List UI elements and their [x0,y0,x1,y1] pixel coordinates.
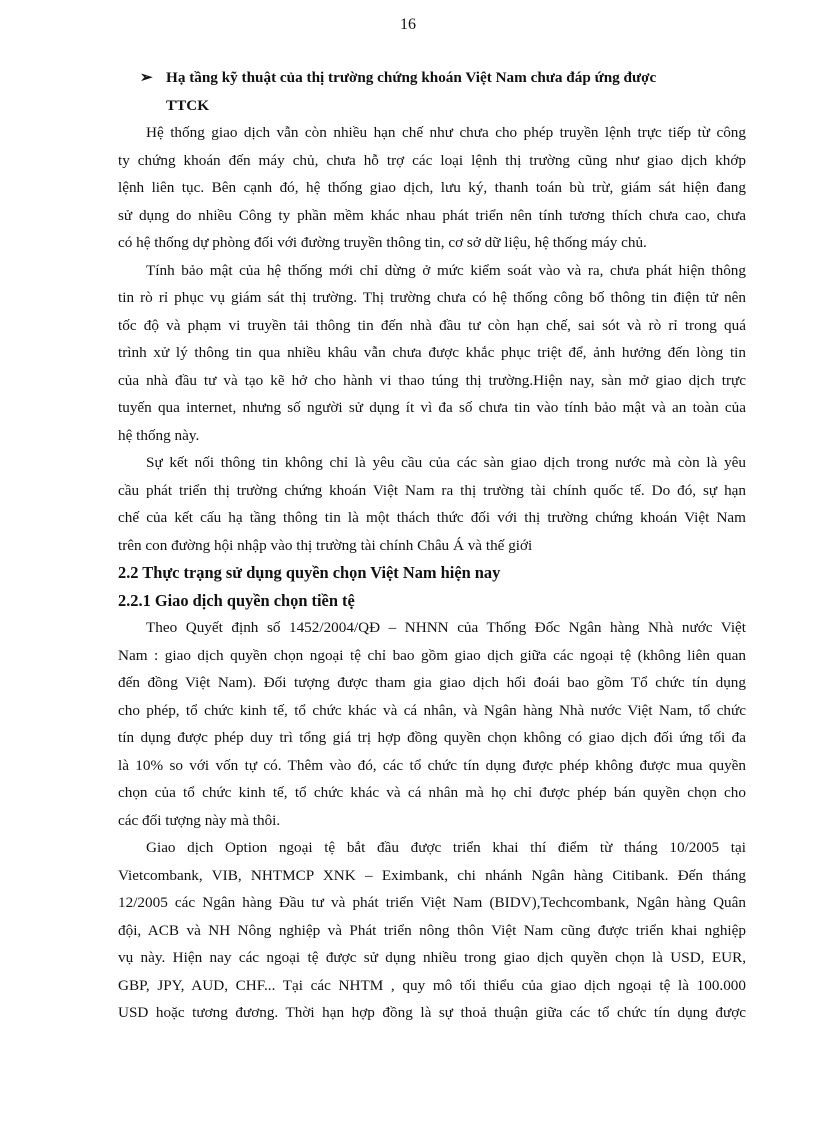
text-line: tuyến qua internet, nhưng số người sử dụng ít vì đa số chưa tin vào tính bảo mật và an toàn của [118,399,746,416]
text-line: Sự kết nối thông tin không chỉ là yêu cầu của các sàn giao dịch trong nước mà còn là yêu [146,454,746,471]
text-line: có hệ thống dự phòng đối với đường truyền thông tin, cơ sở dữ liệu, hệ thống máy chủ. [118,234,647,251]
text-line: tin rò rỉ phục vụ giám sát thị trường. Thị trường chưa có hệ thống công bố thông tin điện tử nên [118,289,746,306]
paragraph-option-trading [118,834,746,1027]
text-line: chọn của tổ chức kinh tế, tổ chức khác và cá nhân mà họ chỉ được phép bán quyền chọn cho [118,784,746,801]
text-line: tốc độ và phạm vi truyền tải thông tin đến nhà đầu tư còn hạn chế, sai sót và rò rỉ trong quá [118,316,746,334]
text-line: ty chứng khoán đến máy chủ, chưa hỗ trợ các loại lệnh thị trường cũng như giao dịch khớp [118,151,746,169]
text-line: đến đồng Việt Nam). Đối tượng được tham gia giao dịch hối đoái bao gồm Tổ chức tín dụng [118,674,746,691]
paragraph-infrastructure [118,119,746,257]
bullet-heading-line-1: Hạ tầng kỹ thuật của thị trường chứng khoán Việt Nam chưa đáp ứng được [166,69,657,86]
text-line: các đối tượng này mà thôi. [118,811,281,829]
text-line: Vietcombank, VIB, NHTMCP XNK – Eximbank, chi nhánh Ngân hàng Citibank. Đến tháng [118,866,746,884]
text-line: Theo Quyết định số 1452/2004/QĐ – NHNN của Thống Đốc Ngân hàng Nhà nước Việt [146,619,746,636]
text-line: GBP, JPY, AUD, CHF... Tại các NHTM , quy mô tối thiểu của giao dịch ngoại tệ là 100.000 [118,976,746,994]
arrow-bullet-icon: ➢ [140,69,153,86]
text-line: Giao dịch Option ngoại tệ bắt đầu được triển khai thí điểm từ tháng 10/2005 tại [146,839,746,856]
text-line: sử dụng do nhiều Công ty phần mềm khác nhau phát triển nên tính tương thích chưa cao, chưa [118,206,746,224]
section-heading-2-2: 2.2 Thực trạng sử dụng quyền chọn Việt Nam hiện nay [118,563,501,582]
paragraph-security [118,257,746,450]
text-line: là 10% so với vốn tự có. Thêm vào đó, các tổ chức tín dụng được phép không được mua quyền [118,756,746,774]
text-line: Hệ thống giao dịch vẫn còn nhiều hạn chế như chưa cho phép truyền lệnh trực tiếp từ công [146,124,746,141]
text-line: cầu phát triển thị trường chứng khoán Việt Nam ra thị trường tài chính quốc tế. Do đó, sự hạn [118,481,746,499]
text-line: 12/2005 các Ngân hàng Đầu tư và phát triển Việt Nam (BIDV),Techcombank, Ngân hàng Quân [118,894,746,911]
text-line: của nhà đầu tư và tạo kẽ hở cho hành vi thao túng thị trường.Hiện nay, sàn mở giao dịch trực [118,371,746,389]
page-content [118,64,746,1027]
text-line: đội, ACB và NH Nông nghiệp và Phát triển nông thôn Việt Nam cũng được triển khai nghiệp [118,921,746,939]
page-number: 16 [400,16,416,33]
text-line: USD hoặc tương đương. Thời hạn hợp đồng là sự thoả thuận giữa các tổ chức tín dụng được [118,1004,746,1021]
text-line: tín dụng được phép duy trì tổng giá trị hợp đồng quyền chọn không có giao dịch đối ứng tối đa [118,729,746,746]
text-line: Tính bảo mật của hệ thống mới chỉ dừng ở mức kiểm soát vào và ra, chưa phát hiện thông [146,261,746,279]
text-line: trình xử lý thông tin qua nhiều khâu vẫn chưa được khắc phục triệt để, ảnh hưởng đến lòng tin [118,344,746,361]
paragraph-decision [118,614,746,834]
bullet-heading [118,64,746,92]
text-line: chế của kết cấu hạ tầng thông tin là một thách thức đối với thị trường chứng khoán Việt Nam [118,509,746,526]
text-line: trên con đường hội nhập vào thị trường tài chính Châu Á và thế giới [118,536,533,554]
bullet-heading-line-2: TTCK [166,96,210,114]
section-heading-2-2-1: 2.2.1 Giao dịch quyền chọn tiền tệ [118,590,355,610]
text-line: hệ thống này. [118,426,200,444]
text-line: Nam : giao dịch quyền chọn ngoại tệ chỉ bao gồm giao dịch giữa các ngoại tệ (không liên quan [118,646,746,664]
text-line: lệnh liên tục. Bên cạnh đó, hệ thống giao dịch, lưu ký, thanh toán bù trừ, giám sát hiện đang [118,179,746,196]
text-line: cho phép, tổ chức kinh tế, tổ chức khác và cá nhân, và Ngân hàng Nhà nước Việt Nam, tổ chức [118,701,746,719]
text-line: vụ này. Hiện nay các ngoại tệ được sử dụng nhiều trong giao dịch quyền chọn là USD, EUR, [118,949,746,966]
paragraph-connectivity [118,449,746,559]
